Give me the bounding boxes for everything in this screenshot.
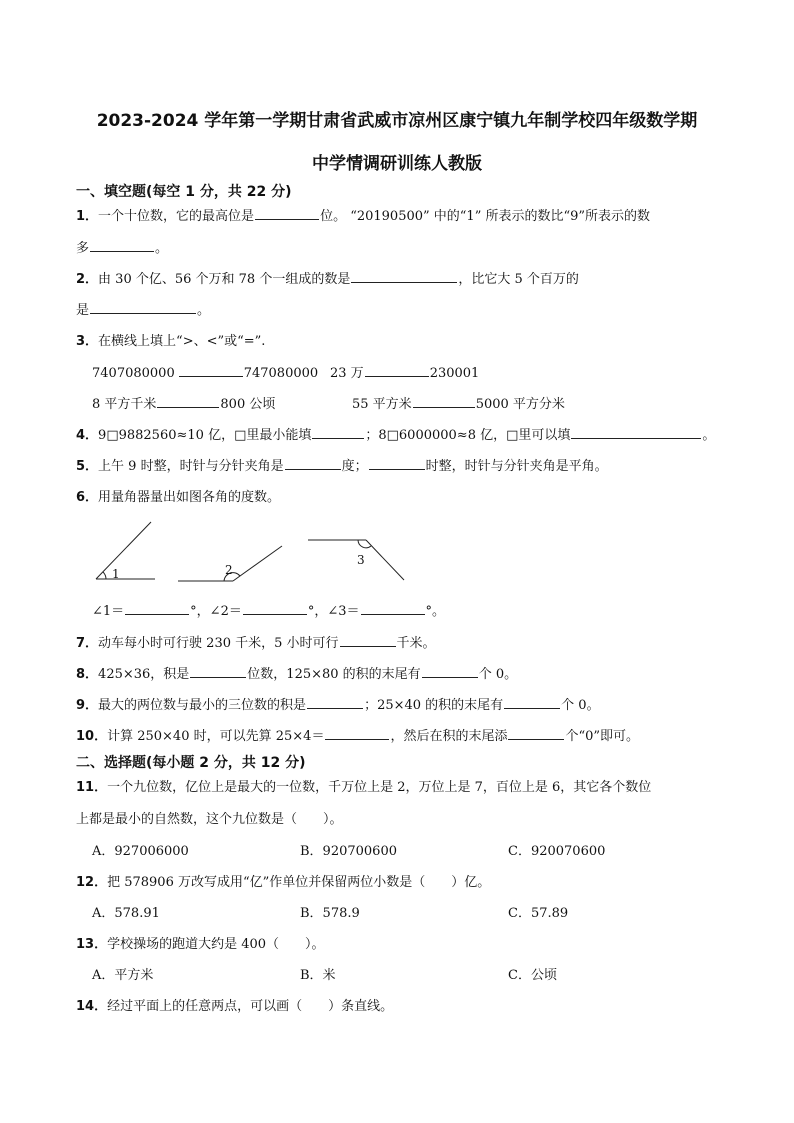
question-text: 425×36，积是: [98, 667, 190, 682]
question-11-line2: [76, 810, 343, 830]
question-number: 12．: [76, 875, 108, 890]
compare-right: 230001: [429, 366, 480, 381]
question-text: ，然后在积的末尾添: [390, 729, 508, 744]
answer-blank[interactable]: [340, 633, 396, 647]
answer-blank[interactable]: [90, 300, 196, 314]
question-text: 动车每小时可行驶 230 千米，5 小时可行: [98, 636, 339, 651]
question-text: 用量角器量出如图各角的度数。: [98, 490, 281, 505]
angle-1-label: 1: [112, 567, 120, 581]
question-text: 学校操场的跑道大约是 400（ ）。: [107, 937, 325, 952]
question-number: 3．: [76, 334, 99, 349]
answer-blank[interactable]: [413, 394, 475, 408]
angle-3-ray-slanted: [366, 540, 404, 580]
angle-3-label: 3: [357, 553, 365, 567]
question-12-option-c[interactable]: C．57.89: [508, 906, 569, 921]
question-number: 11．: [76, 780, 108, 795]
answer-blank[interactable]: [285, 456, 341, 470]
question-3: [76, 332, 265, 352]
question-text: 经过平面上的任意两点，可以画（ ）条直线。: [107, 999, 394, 1014]
answer-blank[interactable]: [307, 695, 363, 709]
question-text: 个 0。: [561, 698, 600, 713]
answer-blank[interactable]: [312, 425, 364, 439]
question-12: [76, 873, 490, 893]
answer-blank[interactable]: [504, 695, 560, 709]
question-5: [76, 456, 608, 477]
compare-right: 5000 平方分米: [475, 397, 565, 412]
answer-blank[interactable]: [255, 206, 319, 220]
angle-2-ray-slanted: [233, 546, 282, 581]
question-text: 位。 “20190500” 中的“1” 所表示的数比“9”所表示的数: [320, 209, 651, 224]
question-number: 14．: [76, 999, 108, 1014]
exam-title-line1: 2023-2024 学年第一学期甘肃省武威市凉州区康宁镇九年制学校四年级数学期: [96, 111, 698, 131]
compare-right: 800 公顷: [220, 397, 276, 412]
angle-1-arc: [103, 572, 106, 579]
question-3-row1-left: [92, 363, 318, 384]
answer-blank[interactable]: [179, 363, 243, 377]
question-6-answers: [92, 601, 445, 622]
answer-blank[interactable]: [422, 664, 478, 678]
question-3-row1-right: [330, 363, 479, 384]
question-text: 9□9882560≈10 亿，□里最小能填: [98, 428, 312, 443]
question-14: [76, 997, 393, 1017]
question-10: [76, 726, 639, 747]
question-8: [76, 664, 517, 685]
compare-right: 747080000: [243, 366, 319, 381]
question-7: [76, 633, 436, 654]
question-text: °，∠3＝: [307, 604, 360, 619]
question-3-row2-left: [92, 394, 275, 415]
question-6: [76, 488, 280, 508]
question-number: 4．: [76, 428, 99, 443]
question-13-option-a[interactable]: A．平方米: [92, 968, 154, 983]
question-number: 9．: [76, 698, 99, 713]
question-text: 时整，时针与分针夹角是平角。: [425, 459, 608, 474]
answer-blank[interactable]: [361, 601, 425, 615]
question-text: ；25×40 的积的末尾有: [364, 698, 504, 713]
question-number: 10．: [76, 729, 108, 744]
question-number: 6．: [76, 490, 99, 505]
question-text: 上都是最小的自然数，这个九位数是（ ）。: [76, 812, 343, 827]
question-text: 。: [197, 303, 211, 318]
answer-blank[interactable]: [351, 269, 457, 283]
question-text: ∠1＝: [92, 604, 125, 619]
question-text: 个 0。: [478, 667, 518, 682]
question-12-option-a[interactable]: A．578.91: [92, 906, 160, 921]
question-11-option-b[interactable]: B．920700600: [300, 844, 397, 859]
question-text: ，比它大 5 个百万的: [458, 272, 579, 287]
question-text: ；8□6000000≈8 亿，□里可以填: [365, 428, 571, 443]
angle-3-arc: [358, 540, 371, 548]
answer-blank[interactable]: [508, 726, 564, 740]
question-number: 2．: [76, 272, 99, 287]
question-4: [76, 425, 715, 446]
question-1-line1: [76, 206, 650, 227]
answer-blank[interactable]: [571, 425, 701, 439]
angle-2-label: 2: [225, 563, 233, 577]
answer-blank[interactable]: [190, 664, 246, 678]
question-number: 5．: [76, 459, 99, 474]
question-text: 上午 9 时整，时针与分针夹角是: [98, 459, 284, 474]
question-13: [76, 935, 325, 955]
question-text: 位数，125×80 的积的末尾有: [247, 667, 421, 682]
question-3-row2-right: [352, 394, 565, 415]
answer-blank[interactable]: [243, 601, 307, 615]
compare-left: 23 万: [330, 366, 364, 381]
question-text: 把 578906 万改写成用“亿”作单位并保留两位小数是（ ）亿。: [107, 875, 491, 890]
question-1-line2: [76, 238, 168, 259]
answer-blank[interactable]: [325, 726, 389, 740]
question-number: 7．: [76, 636, 99, 651]
compare-left: 8 平方千米: [92, 397, 157, 412]
question-2-line1: [76, 269, 579, 290]
question-11-line1: [76, 778, 651, 798]
section-heading-fill-blank: 一、填空题(每空 1 分，共 22 分): [76, 184, 292, 200]
question-text: 多: [76, 241, 90, 256]
compare-left: 55 平方米: [352, 397, 412, 412]
question-text: 。: [155, 241, 169, 256]
question-text: °，∠2＝: [190, 604, 242, 619]
question-number: 1．: [76, 209, 99, 224]
question-text: 个“0”即可。: [565, 729, 640, 744]
question-text: 一个十位数，它的最高位是: [98, 209, 255, 224]
compare-left: 7407080000: [92, 366, 175, 381]
section-heading-multiple-choice: 二、选择题(每小题 2 分，共 12 分): [76, 755, 306, 771]
answer-blank[interactable]: [125, 601, 189, 615]
question-text: 千米。: [396, 636, 436, 651]
question-text: 是: [76, 303, 90, 318]
question-13-option-b[interactable]: B．米: [300, 968, 336, 983]
question-2-line2: [76, 300, 210, 321]
angle-1-ray-slanted: [96, 522, 151, 579]
question-text: 在横线上填上“>、<”或“=”.: [98, 334, 266, 349]
question-text: 度；: [341, 459, 368, 474]
question-13-option-c[interactable]: C．公顷: [508, 968, 557, 983]
answer-blank[interactable]: [90, 238, 154, 252]
exam-title-line2: 中学情调研训练人教版: [312, 154, 482, 174]
question-text: 由 30 个亿、56 个万和 78 个一组成的数是: [98, 272, 351, 287]
answer-blank[interactable]: [369, 456, 425, 470]
question-11-option-c[interactable]: C．920070600: [508, 844, 606, 859]
question-9: [76, 695, 600, 716]
question-number: 13．: [76, 937, 108, 952]
question-12-option-b[interactable]: B．578.9: [300, 906, 360, 921]
question-text: 最大的两位数与最小的三位数的积是: [98, 698, 307, 713]
question-number: 8．: [76, 667, 99, 682]
question-text: 一个九位数，亿位上是最大的一位数，千万位上是 2，万位上是 7，百位上是 6，其它各个数位: [107, 780, 652, 795]
question-text: 计算 250×40 时，可以先算 25×4＝: [107, 729, 325, 744]
question-text: 。: [702, 428, 716, 443]
question-11-option-a[interactable]: A．927006000: [92, 844, 189, 859]
question-text: °。: [425, 604, 446, 619]
answer-blank[interactable]: [365, 363, 429, 377]
answer-blank[interactable]: [157, 394, 219, 408]
